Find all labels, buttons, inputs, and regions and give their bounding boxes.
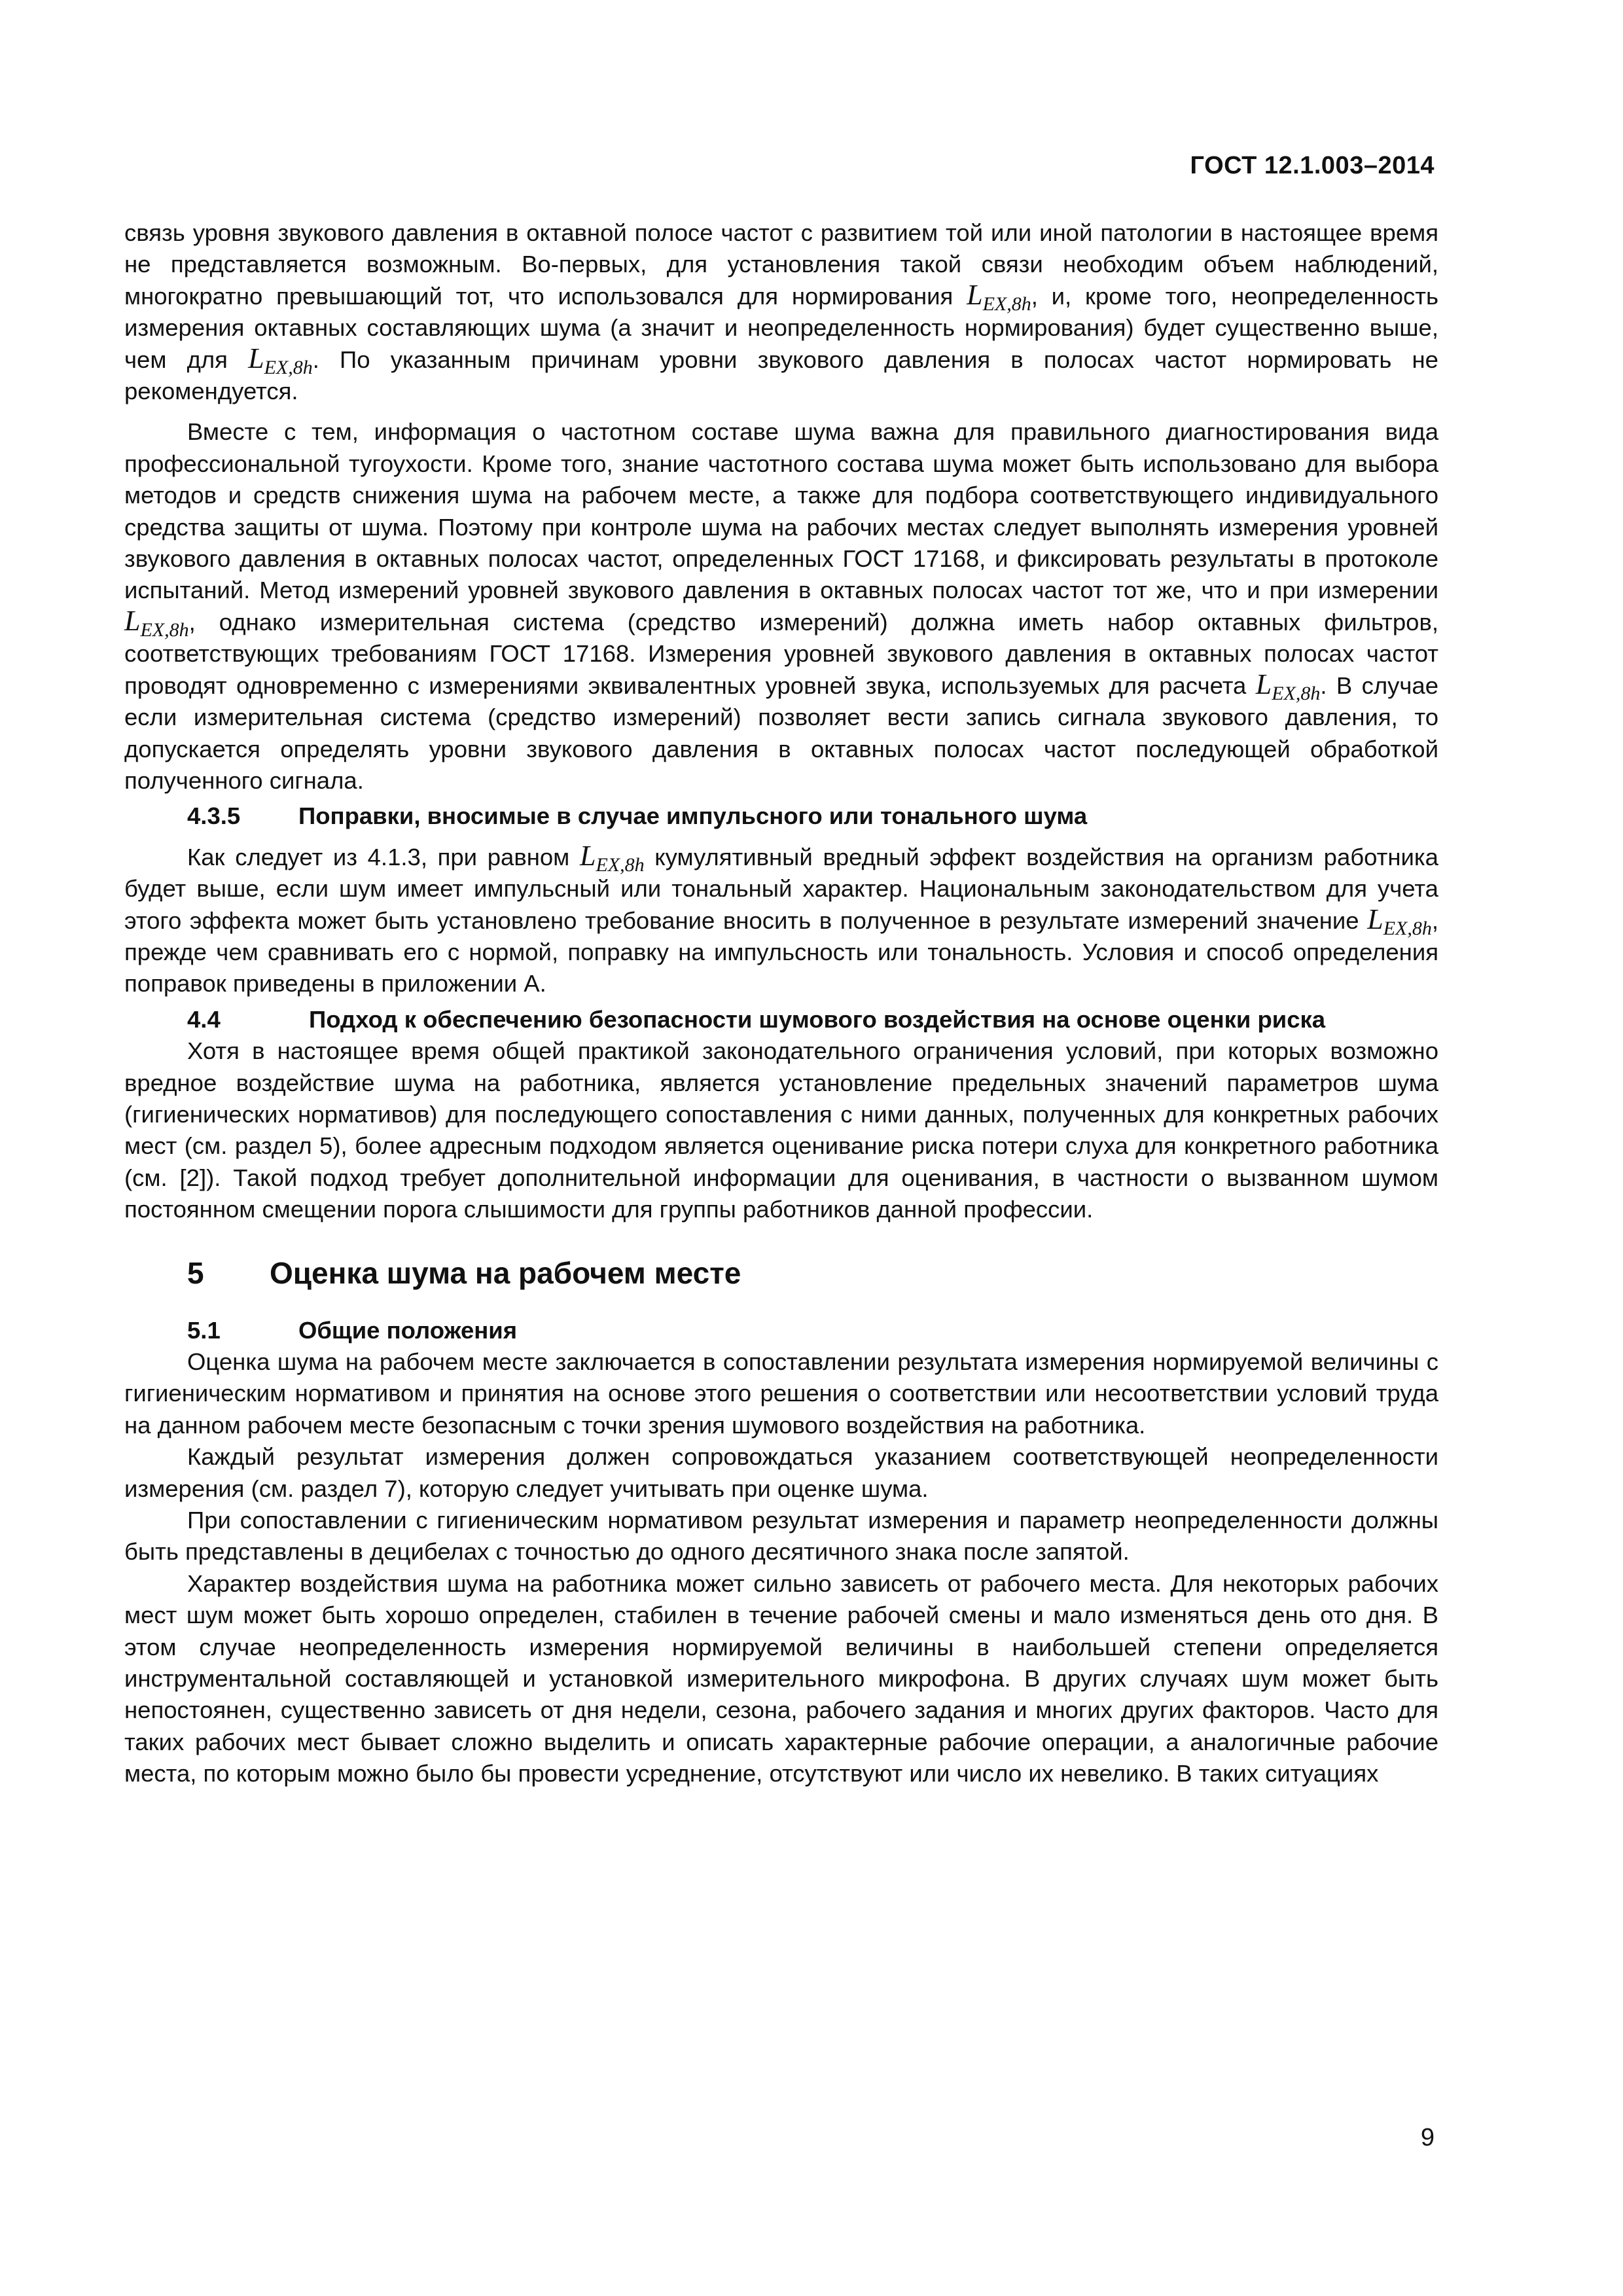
- section-title: Подход к обеспечению безопасности шумового воздействия на основе оценки риска: [309, 1005, 1326, 1033]
- paragraph: Оценка шума на рабочем месте заключается в сопоставлении результата измерения нормируемой величины с гигиеническим нормативом и принятия на основе этого решения о соответствии или несоответствии условий труда на данном рабочем месте безопасным с точки зрения шумового воздействия на работника.: [124, 1348, 1438, 1439]
- paragraph: Хотя в настоящее время общей практикой законодательного ограничения условий, при которых возможно вредное воздействие шума на работника, является установление предельных значений параметров шума (гигиенических нормативов) для последующего сопоставления с ними данных, полученных для конкретных рабочих мест (см. раздел 5), более адресным подходом является оценивание риска потери слуха для конкретного работника (см. [2]). Такой подход требует дополнительной информации для оценивания, в частности о вызванном шумом постоянном смещении порога слышимости для группы работников данной профессии.: [124, 1037, 1438, 1223]
- paragraph-text: , и, кроме того, неопределенность измерения октавных составляющих шума (а значит и неопределенность нормирования) будет существенно выше, чем для: [124, 282, 1438, 373]
- section-number: 5.1: [187, 1316, 221, 1344]
- paragraph: При сопоставлении с гигиеническим нормативом результат измерения и параметр неопределенности должны быть представлены в децибелах с точностью до одного десятичного знака после запятой.: [124, 1507, 1438, 1566]
- section-heading-4-3-5: [124, 800, 1438, 832]
- paragraph: [124, 416, 1438, 797]
- paragraph: Характер воздействия шума на работника может сильно зависеть от рабочего места. Для некоторых рабочих мест шум может быть хорошо определен, стабилен в течение рабочей смены и мало изменяться день ото дня. В этом случае неопределенность измерения нормируемой величины в наибольшей степени определяется инструментальной составляющей и установкой измерительного микрофона. В других случаях шум может быть непостоянен, существенно зависеть от дня недели, сезона, рабочего задания и многих других факторов. Часто для таких рабочих мест бывает сложно выделить и описать характерные рабочие операции, а аналогичные рабочие места, по которым можно было бы провести усреднение, отсутствуют или число их невелико. В таких ситуациях: [124, 1570, 1438, 1787]
- paragraph: [124, 839, 1438, 1000]
- formula-lex8h: $L_{EX,8h}$: [248, 342, 313, 378]
- section-number: 5: [187, 1255, 204, 1290]
- section-title: Поправки, вносимые в случае импульсного или тонального шума: [298, 802, 1088, 830]
- paragraph-text: . По указанным причинам уровни звукового давления в полосах частот нормировать не рекомендуется.: [124, 346, 1438, 405]
- section-title: Оценка шума на рабочем месте: [270, 1255, 741, 1290]
- section-heading-5: [124, 1255, 1438, 1291]
- section-title: Общие положения: [298, 1316, 518, 1344]
- paragraph-text: , прежде чем сравнивать его с нормой, поправку на импульсность или тональность. Условия и способ определения поправок приведены в приложении А.: [124, 906, 1438, 997]
- paragraph: Каждый результат измерения должен сопровождаться указанием соответствующей неопределенности измерения (см. раздел 7), которую следует учитывать при оценке шума.: [124, 1443, 1438, 1502]
- page-number: 9: [1420, 2124, 1435, 2151]
- document-code-header: ГОСТ 12.1.003–2014: [1190, 152, 1435, 179]
- paragraph-text: Как следует из 4.1.3, при равном: [187, 843, 570, 870]
- paragraph-text: связь уровня звукового давления в октавной полосе частот с развитием той или иной патологии в настоящее время не представляется возможным. Во-первых, для установления такой связи необходим объем наблюдений, многократно превышающий тот, что использовался для нормирования: [124, 219, 1438, 310]
- section-number: 4.3.5: [187, 802, 241, 830]
- paragraph-text: , однако измерительная система (средство измерений) должна иметь набор октавных фильтров, соответствующих требованиям ГОСТ 17168. Измерения уровней звукового давления в октавных полосах частот проводят одновременно с измерениями эквивалентных уровней звука, используемых для расчета: [124, 608, 1438, 699]
- formula-lex8h: $L_{EX,8h}$: [1255, 668, 1321, 704]
- paragraph-text: кумулятивный вредный эффект воздействия на организм работника будет выше, если шум имеет импульсный или тональный характер. Национальным законодательством для учета этого эффекта может быть установлено требование вносить в полученное в результате измерений значение: [124, 843, 1438, 934]
- formula-lex8h: $L_{EX,8h}$: [967, 278, 1031, 315]
- section-heading-5-1: [124, 1315, 1438, 1346]
- section-heading-4-4: [124, 1004, 1438, 1035]
- paragraph-text: . В случае если измерительная система (средство измерений) позволяет вести запись сигнала звукового давления, то допускается определять уровни звукового давления в октавных полосах частот последующей обработкой полученного сигнала.: [124, 672, 1438, 794]
- paragraph-text: Вместе с тем, информация о частотном составе шума важна для правильного диагностирования вида профессиональной тугоухости. Кроме того, знание частотного состава шума может быть использовано для выбора методов и средств снижения шума на рабочем месте, а также для подбора соответствующего индивидуального средства защиты от шума. Поэтому при контроле шума на рабочих местах следует выполнять измерения уровней звукового давления в октавных полосах частот, определенных ГОСТ 17168, и фиксировать результаты в протоколе испытаний. Метод измерений уровней звукового давления в октавных полосах частот тот же, что и при измерении: [124, 418, 1438, 604]
- formula-lex8h: $L_{EX,8h}$: [579, 839, 645, 876]
- formula-lex8h: $L_{EX,8h}$: [1367, 903, 1432, 939]
- section-number: 4.4: [187, 1005, 221, 1033]
- formula-lex8h: $L_{EX,8h}$: [124, 604, 189, 641]
- page-content: [124, 217, 1438, 1790]
- paragraph: [124, 217, 1438, 407]
